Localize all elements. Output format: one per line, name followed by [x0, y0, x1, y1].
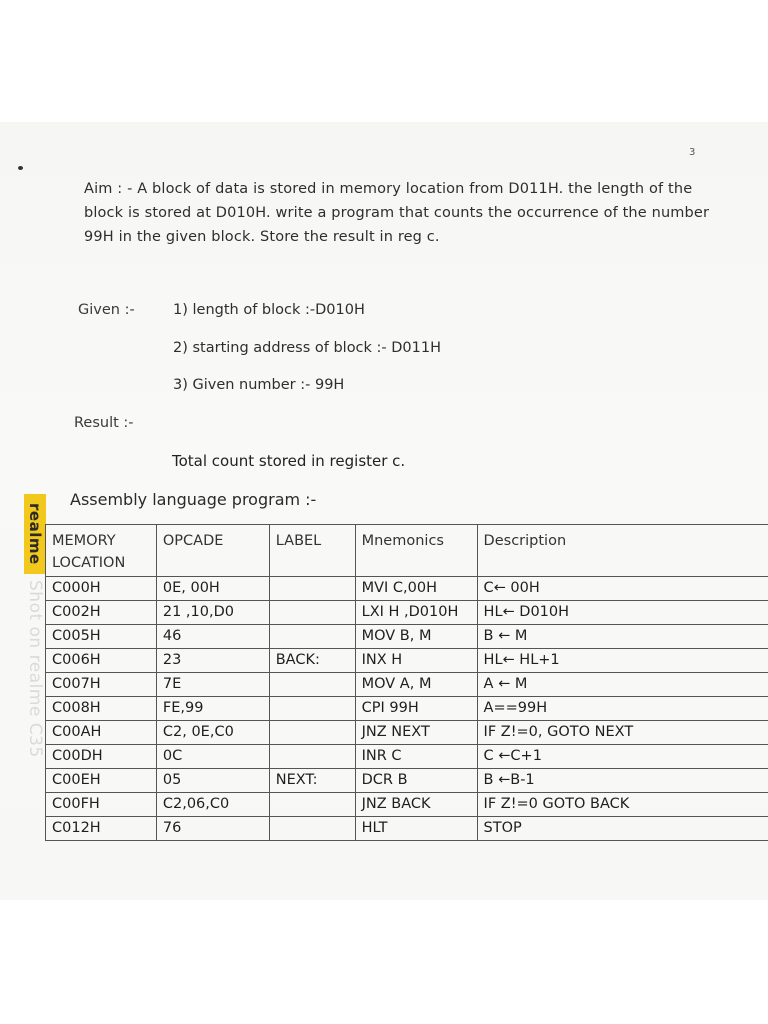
given-item-1: 1) length of block :-D010H [173, 302, 365, 318]
cell-opcode: 46 [156, 625, 269, 649]
cell-mnemonic: CPI 99H [355, 697, 477, 721]
cell-label [269, 721, 355, 745]
cell-mnemonic: DCR B [355, 769, 477, 793]
table-row [46, 673, 768, 697]
table-header-row [46, 525, 768, 577]
cell-description: A ← M [477, 673, 768, 697]
cell-label: NEXT: [269, 769, 355, 793]
cell-memory: C000H [46, 577, 157, 601]
cell-label [269, 673, 355, 697]
camera-watermark-text: Shot on realme C35 [25, 580, 45, 758]
cell-mnemonic: MOV A, M [355, 673, 477, 697]
cell-label [269, 577, 355, 601]
cell-mnemonic: INR C [355, 745, 477, 769]
cell-memory: C005H [46, 625, 157, 649]
table-row [46, 793, 768, 817]
cell-label [269, 793, 355, 817]
header-memory-location: MEMORY LOCATION [46, 525, 157, 577]
table-row [46, 817, 768, 841]
page-number: 3 [689, 147, 696, 158]
cell-description: A==99H [477, 697, 768, 721]
header-mnemonics: Mnemonics [355, 525, 477, 577]
table-row [46, 625, 768, 649]
cell-label [269, 697, 355, 721]
given-item-2: 2) starting address of block :- D011H [173, 340, 442, 356]
cell-opcode: C2, 0E,C0 [156, 721, 269, 745]
cell-opcode: 7E [156, 673, 269, 697]
cell-description: C ←C+1 [477, 745, 768, 769]
cell-memory: C00DH [46, 745, 157, 769]
table-row [46, 601, 768, 625]
cell-label [269, 625, 355, 649]
cell-mnemonic: JNZ BACK [355, 793, 477, 817]
cell-memory: C00FH [46, 793, 157, 817]
cell-opcode: 0E, 00H [156, 577, 269, 601]
assembly-program-table [45, 524, 768, 841]
cell-description: STOP [477, 817, 768, 841]
cell-opcode: 05 [156, 769, 269, 793]
cell-description: B ←B-1 [477, 769, 768, 793]
cell-label [269, 601, 355, 625]
realme-watermark-logo: realme [24, 494, 46, 574]
header-opcode: OPCADE [156, 525, 269, 577]
cell-label [269, 745, 355, 769]
cell-memory: C002H [46, 601, 157, 625]
cell-mnemonic: HLT [355, 817, 477, 841]
table-row [46, 745, 768, 769]
cell-opcode: C2,06,C0 [156, 793, 269, 817]
cell-description: B ← M [477, 625, 768, 649]
cell-memory: C007H [46, 673, 157, 697]
cell-memory: C012H [46, 817, 157, 841]
table-row [46, 649, 768, 673]
cell-label: BACK: [269, 649, 355, 673]
aim-paragraph: Aim : - A block of data is stored in memory location from D011H. the length of the block is stored at D010H. write a program that counts the occurrence of the number 99H in the given block. Store the result in reg c. [84, 181, 710, 245]
cell-label [269, 817, 355, 841]
cell-description: HL← D010H [477, 601, 768, 625]
header-description: Description [477, 525, 768, 577]
result-text: Total count stored in register c. [172, 452, 406, 470]
header-label: LABEL [269, 525, 355, 577]
cell-mnemonic: JNZ NEXT [355, 721, 477, 745]
cell-memory: C008H [46, 697, 157, 721]
cell-description: HL← HL+1 [477, 649, 768, 673]
cell-description: IF Z!=0, GOTO NEXT [477, 721, 768, 745]
cell-memory: C00EH [46, 769, 157, 793]
result-label: Result :- [74, 415, 134, 431]
given-label: Given :- [78, 302, 135, 318]
cell-opcode: 76 [156, 817, 269, 841]
cell-opcode: 23 [156, 649, 269, 673]
cell-mnemonic: LXI H ,D010H [355, 601, 477, 625]
cell-mnemonic: INX H [355, 649, 477, 673]
cell-memory: C00AH [46, 721, 157, 745]
cell-opcode: 21 ,10,D0 [156, 601, 269, 625]
cell-mnemonic: MVI C,00H [355, 577, 477, 601]
table-row [46, 577, 768, 601]
table-row [46, 697, 768, 721]
given-item-3: 3) Given number :- 99H [173, 377, 345, 393]
cell-description: C← 00H [477, 577, 768, 601]
ink-mark [18, 166, 23, 170]
cell-description: IF Z!=0 GOTO BACK [477, 793, 768, 817]
table-row [46, 769, 768, 793]
program-heading: Assembly language program :- [70, 490, 317, 509]
cell-opcode: 0C [156, 745, 269, 769]
cell-opcode: FE,99 [156, 697, 269, 721]
cell-mnemonic: MOV B, M [355, 625, 477, 649]
table-row [46, 721, 768, 745]
cell-memory: C006H [46, 649, 157, 673]
